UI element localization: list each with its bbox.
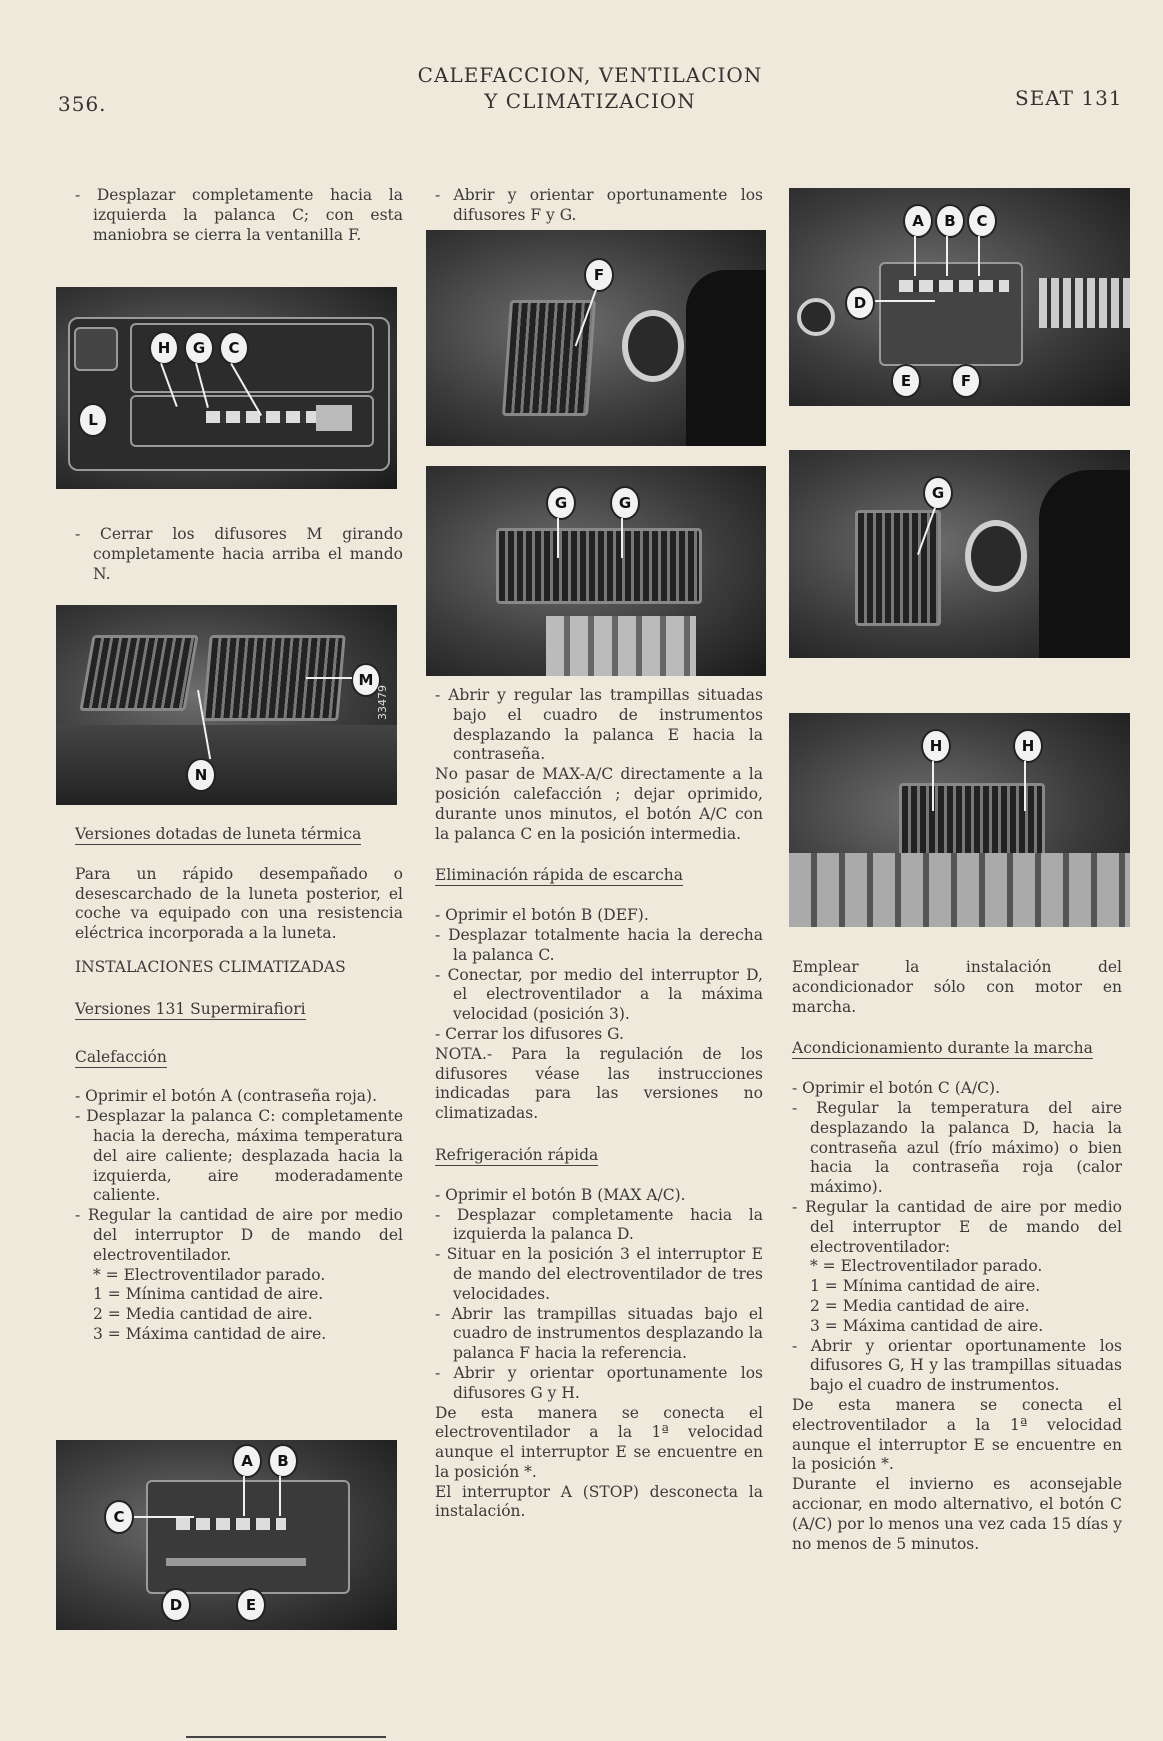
label-c: C [219, 331, 249, 365]
label-a: A [903, 204, 933, 238]
section-heading: Calefacción [75, 1047, 167, 1066]
column-1-text [75, 825, 403, 1345]
column-2-top [435, 186, 763, 226]
instruction-item: - Abrir y orientar oportunamente los difusores G y H. [435, 1363, 763, 1402]
paragraph: El interruptor A (STOP) desconecta la instalación. [435, 1482, 763, 1521]
label-h: H [149, 331, 179, 365]
instruction-item: - Regular la temperatura del aire desplazando la palanca D, hacia la contraseña azul (frío máximo) o bien hacia la contraseña roja (calor máximo). [792, 1098, 1122, 1197]
photo-under-dash-h [789, 713, 1130, 927]
column-3-text [792, 958, 1122, 1554]
label-g: G [546, 486, 576, 520]
instruction-item: - Situar en la posición 3 el interruptor E de mando del electroventilador de tres velocidades. [435, 1245, 763, 1303]
label-f: F [584, 258, 614, 292]
title-line-2: Y CLIMATIZACION [484, 89, 696, 113]
list-item: 1 = Mínima cantidad de aire. [93, 1285, 324, 1304]
label-g: G [184, 331, 214, 365]
photo-climate-panel [56, 1440, 397, 1630]
label-c: C [104, 1500, 134, 1534]
label-a: A [232, 1444, 262, 1478]
instruction-item: - Abrir y orientar oportunamente los difusores F y G. [435, 186, 763, 224]
section-heading: Versiones 131 Supermirafiori [75, 999, 306, 1018]
paragraph: De esta manera se conecta el electroventilador a la 1ª velocidad aunque el interruptor E se encuentre en la posición *. [792, 1395, 1122, 1474]
column-1-top [75, 186, 403, 245]
instruction-item: - Oprimir el botón B (DEF). [435, 906, 649, 925]
instruction-item: - Desplazar la palanca C: completamente hacia la derecha, máxima temperatura del aire caliente; desplazada hacia la izquierda, aire moderadamente caliente. [75, 1107, 403, 1205]
instruction-item: - Desplazar totalmente hacia la derecha la palanca C. [435, 925, 763, 964]
section-heading: Acondicionamiento durante la marcha [792, 1039, 1093, 1058]
column-1-middle [75, 525, 403, 584]
instruction-item: - Abrir y orientar oportunamente los difusores G, H y las trampillas situadas bajo el cuadro de instrumentos. [792, 1336, 1122, 1395]
label-h: H [1013, 729, 1043, 763]
paragraph: No pasar de MAX-A/C directamente a la posición calefacción ; dejar oprimido, durante unos minutos, el botón A/C con la palanca C en la posición intermedia. [435, 765, 763, 843]
label-m: M [351, 663, 381, 697]
list-item: 3 = Máxima cantidad de aire. [93, 1324, 327, 1343]
photo-side-vent-g [789, 450, 1130, 658]
section-heading: INSTALACIONES CLIMATIZADAS [75, 957, 346, 976]
label-n: N [186, 758, 216, 792]
paragraph: Durante el invierno es aconsejable accionar, en modo alternativo, el botón C (A/C) por lo menos una vez cada 15 días y no menos de 5 minutos. [792, 1475, 1122, 1553]
instruction-item: - Oprimir el botón A (contraseña roja). [75, 1087, 378, 1106]
instruction-item: - Oprimir el botón C (A/C). [792, 1079, 1001, 1098]
photo-heater-controls [56, 287, 397, 489]
instruction-item: - Cerrar los difusores G. [435, 1024, 624, 1043]
paragraph: Emplear la instalación del acondicionador sólo con motor en marcha. [792, 958, 1122, 1016]
list-item: 3 = Máxima cantidad de aire. [810, 1316, 1044, 1335]
section-heading: Refrigeración rápida [435, 1145, 599, 1164]
label-f: F [951, 364, 981, 398]
paragraph: Para un rápido desempañado o desescarchado de la luneta posterior, el coche va equipado con una resistencia eléctrica incorporada a la luneta. [75, 864, 403, 943]
page-title [330, 62, 850, 114]
label-l: L [78, 403, 108, 437]
instruction-item: - Regular la cantidad de aire por medio del interruptor E de mando del electroventilador: [792, 1197, 1122, 1256]
label-b: B [935, 204, 965, 238]
model-name: SEAT 131 [1015, 86, 1123, 110]
label-d: D [845, 286, 875, 320]
list-item: * = Electroventilador parado. [93, 1265, 326, 1284]
instruction-item: - Desplazar completamente hacia la izquierda la palanca C; con esta maniobra se cierra la ventanilla F. [75, 186, 403, 244]
list-item: 2 = Media cantidad de aire. [810, 1296, 1030, 1315]
section-heading: Versiones dotadas de luneta térmica [75, 825, 362, 843]
list-item: 2 = Media cantidad de aire. [93, 1305, 313, 1324]
instruction-item: - Abrir y regular las trampillas situadas bajo el cuadro de instrumentos desplazando la palanca E hacia la contraseña. [435, 686, 763, 764]
label-h: H [921, 729, 951, 763]
photo-center-vents-g [426, 466, 766, 676]
label-e: E [236, 1588, 266, 1622]
list-item: 1 = Mínima cantidad de aire. [810, 1277, 1041, 1296]
instruction-item: - Abrir las trampillas situadas bajo el cuadro de instrumentos desplazando la palanca F hacia la referencia. [435, 1304, 763, 1363]
label-g: G [923, 476, 953, 510]
instruction-item: - Oprimir el botón B (MAX A/C). [435, 1185, 686, 1204]
instruction-item: - Regular la cantidad de aire por medio del interruptor D de mando del electroventilador. [75, 1206, 403, 1264]
label-b: B [268, 1444, 298, 1478]
instruction-item: - Cerrar los difusores M girando completamente hacia arriba el mando N. [75, 525, 403, 583]
photo-code: 33479 [376, 685, 389, 720]
photo-ac-controls [789, 188, 1130, 406]
footer-rule [186, 1736, 386, 1738]
list-item: * = Electroventilador parado. [810, 1257, 1043, 1276]
photo-dash-vents [56, 605, 397, 805]
paragraph: NOTA.- Para la regulación de los difusores véase las instrucciones indicadas para las versiones no climatizadas. [435, 1044, 763, 1123]
instruction-item: - Conectar, por medio del interruptor D, el electroventilador a la máxima velocidad (posición 3). [435, 965, 763, 1024]
page-number: 356. [58, 92, 107, 116]
title-line-1: CALEFACCION, VENTILACION [417, 63, 763, 87]
column-2-text [435, 686, 763, 1522]
label-g: G [610, 486, 640, 520]
label-e: E [891, 364, 921, 398]
instruction-item: - Desplazar completamente hacia la izquierda la palanca D. [435, 1205, 763, 1244]
label-c: C [967, 204, 997, 238]
photo-side-vent-f [426, 230, 766, 446]
paragraph: De esta manera se conecta el electroventilador a la 1ª velocidad aunque el interruptor E se encuentre en la posición *. [435, 1403, 763, 1481]
label-d: D [161, 1588, 191, 1622]
section-heading: Eliminación rápida de escarcha [435, 866, 683, 885]
